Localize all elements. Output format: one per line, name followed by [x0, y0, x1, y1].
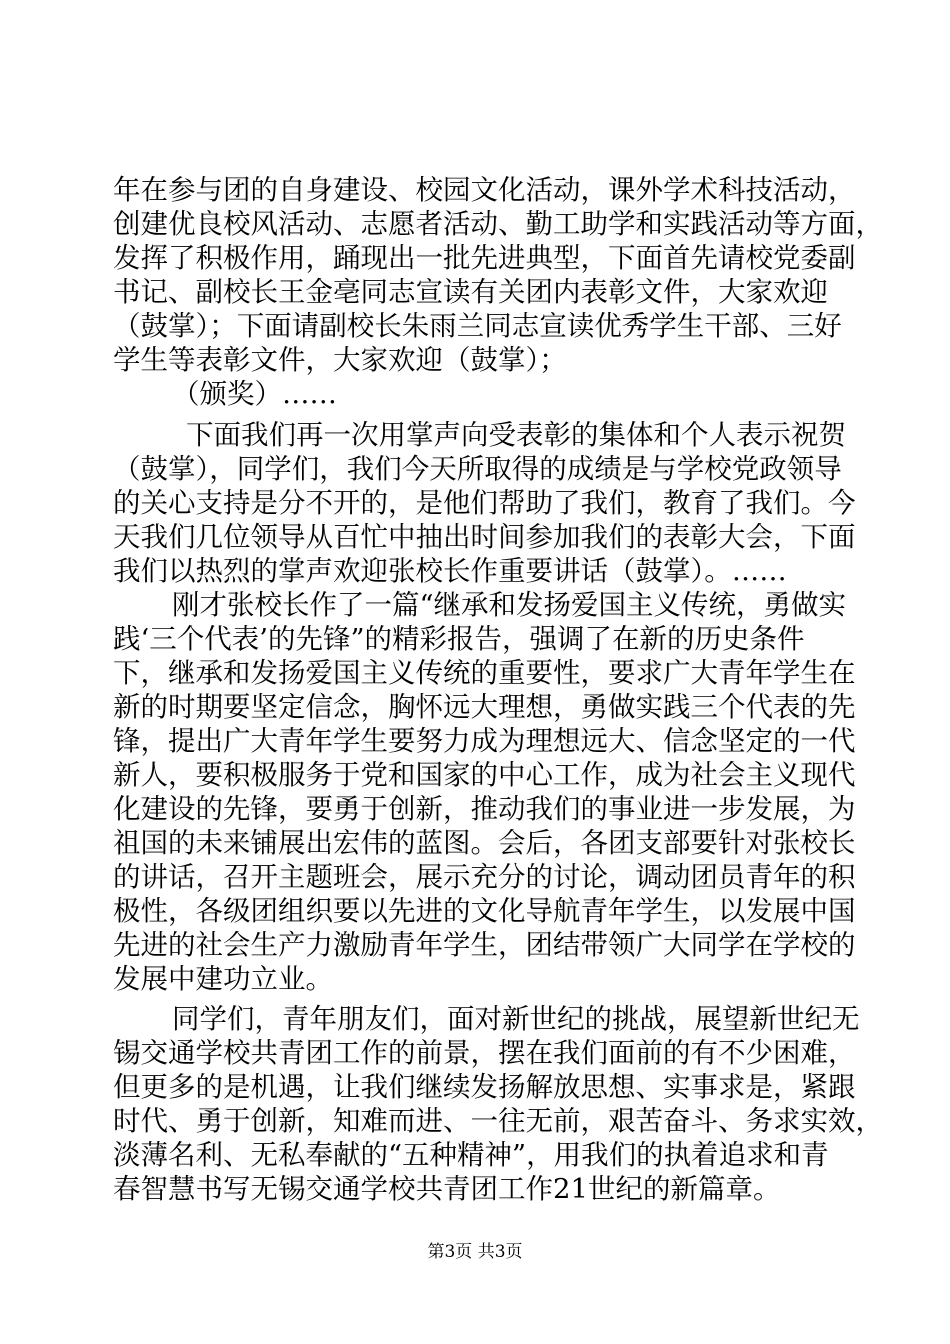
- text-line: 书记、副校长王金亳同志宣读有关团内表彰文件，大家欢迎: [113, 276, 828, 308]
- text-line: （鼓掌）；下面请副校长朱雨兰同志宣读优秀学生干部、三好: [113, 310, 842, 342]
- text-line: 祖国的未来铺展出宏伟的蓝图。会后，各团支部要针对张校长: [113, 827, 856, 859]
- text-line: 淡薄名利、无私奉献的“五种精神”，用我们的执着追求和青: [113, 1139, 829, 1171]
- text-line: 创建优良校风活动、志愿者活动、勤工助学和实践活动等方面，: [113, 208, 883, 240]
- text-line: 践‘三个代表’的先锋”的精彩报告，强调了在新的历史条件: [113, 623, 805, 655]
- text-line: 天我们几位领导从百忙中抽出时间参加我们的表彰大会，下面: [113, 521, 856, 553]
- text-line: 下面我们再一次用掌声向受表彰的集体和个人表示祝贺: [186, 419, 846, 451]
- text-line: 我们以热烈的掌声欢迎张校长作重要讲话（鼓掌）。……: [113, 555, 787, 587]
- text-line: 年在参与团的自身建设、校园文化活动，课外学术科技活动，: [113, 174, 856, 206]
- text-line: 同学们，青年朋友们，面对新世纪的挑战，展望新世纪无: [172, 1003, 860, 1035]
- text-line: 极性，各级团组织要以先进的文化导航青年学生，以发展中国: [113, 895, 856, 927]
- text-line: 刚才张校长作了一篇“继承和发扬爱国主义传统，勇做实: [172, 589, 847, 621]
- text-line: （鼓掌），同学们，我们今天所取得的成绩是与学校党政领导: [113, 453, 842, 485]
- text-line: 锋，提出广大青年学生要努力成为理想远大、信念坚定的一代: [113, 725, 856, 757]
- text-line: 学生等表彰文件，大家欢迎（鼓掌）；: [113, 344, 567, 376]
- text-line: 的关心支持是分不开的，是他们帮助了我们，教育了我们。今: [113, 487, 856, 519]
- text-line: 的讲话，召开主题班会，展示充分的讨论，调动团员青年的积: [113, 861, 856, 893]
- text-line: 时代、勇于创新，知难而进、一往无前，艰苦奋斗、务求实效，: [113, 1105, 883, 1137]
- text-line: 先进的社会生产力激励青年学生，团结带领广大同学在学校的: [113, 929, 856, 961]
- text-line: 春智慧书写无锡交通学校共青团工作21世纪的新篇章。: [113, 1173, 781, 1205]
- text-line: 新人，要积极服务于党和国家的中心工作，成为社会主义现代: [113, 759, 856, 791]
- text-line: 发挥了积极作用，踊现出一批先进典型，下面首先请校党委副: [113, 242, 856, 274]
- text-line: （颁奖）……: [172, 378, 337, 410]
- text-line: 但更多的是机遇，让我们继续发扬解放思想、实事求是，紧跟: [113, 1071, 856, 1103]
- text-line: 化建设的先锋，要勇于创新，推动我们的事业进一步发展，为: [113, 793, 856, 825]
- page-footer: 第3页 共3页: [427, 1242, 523, 1262]
- text-line: 新的时期要坚定信念，胸怀远大理想，勇做实践三个代表的先: [113, 691, 856, 723]
- text-line: 锡交通学校共青团工作的前景，摆在我们面前的有不少困难，: [113, 1037, 856, 1069]
- text-line: 发展中建功立业。: [113, 963, 333, 995]
- text-line: 下，继承和发扬爱国主义传统的重要性，要求广大青年学生在: [113, 657, 856, 689]
